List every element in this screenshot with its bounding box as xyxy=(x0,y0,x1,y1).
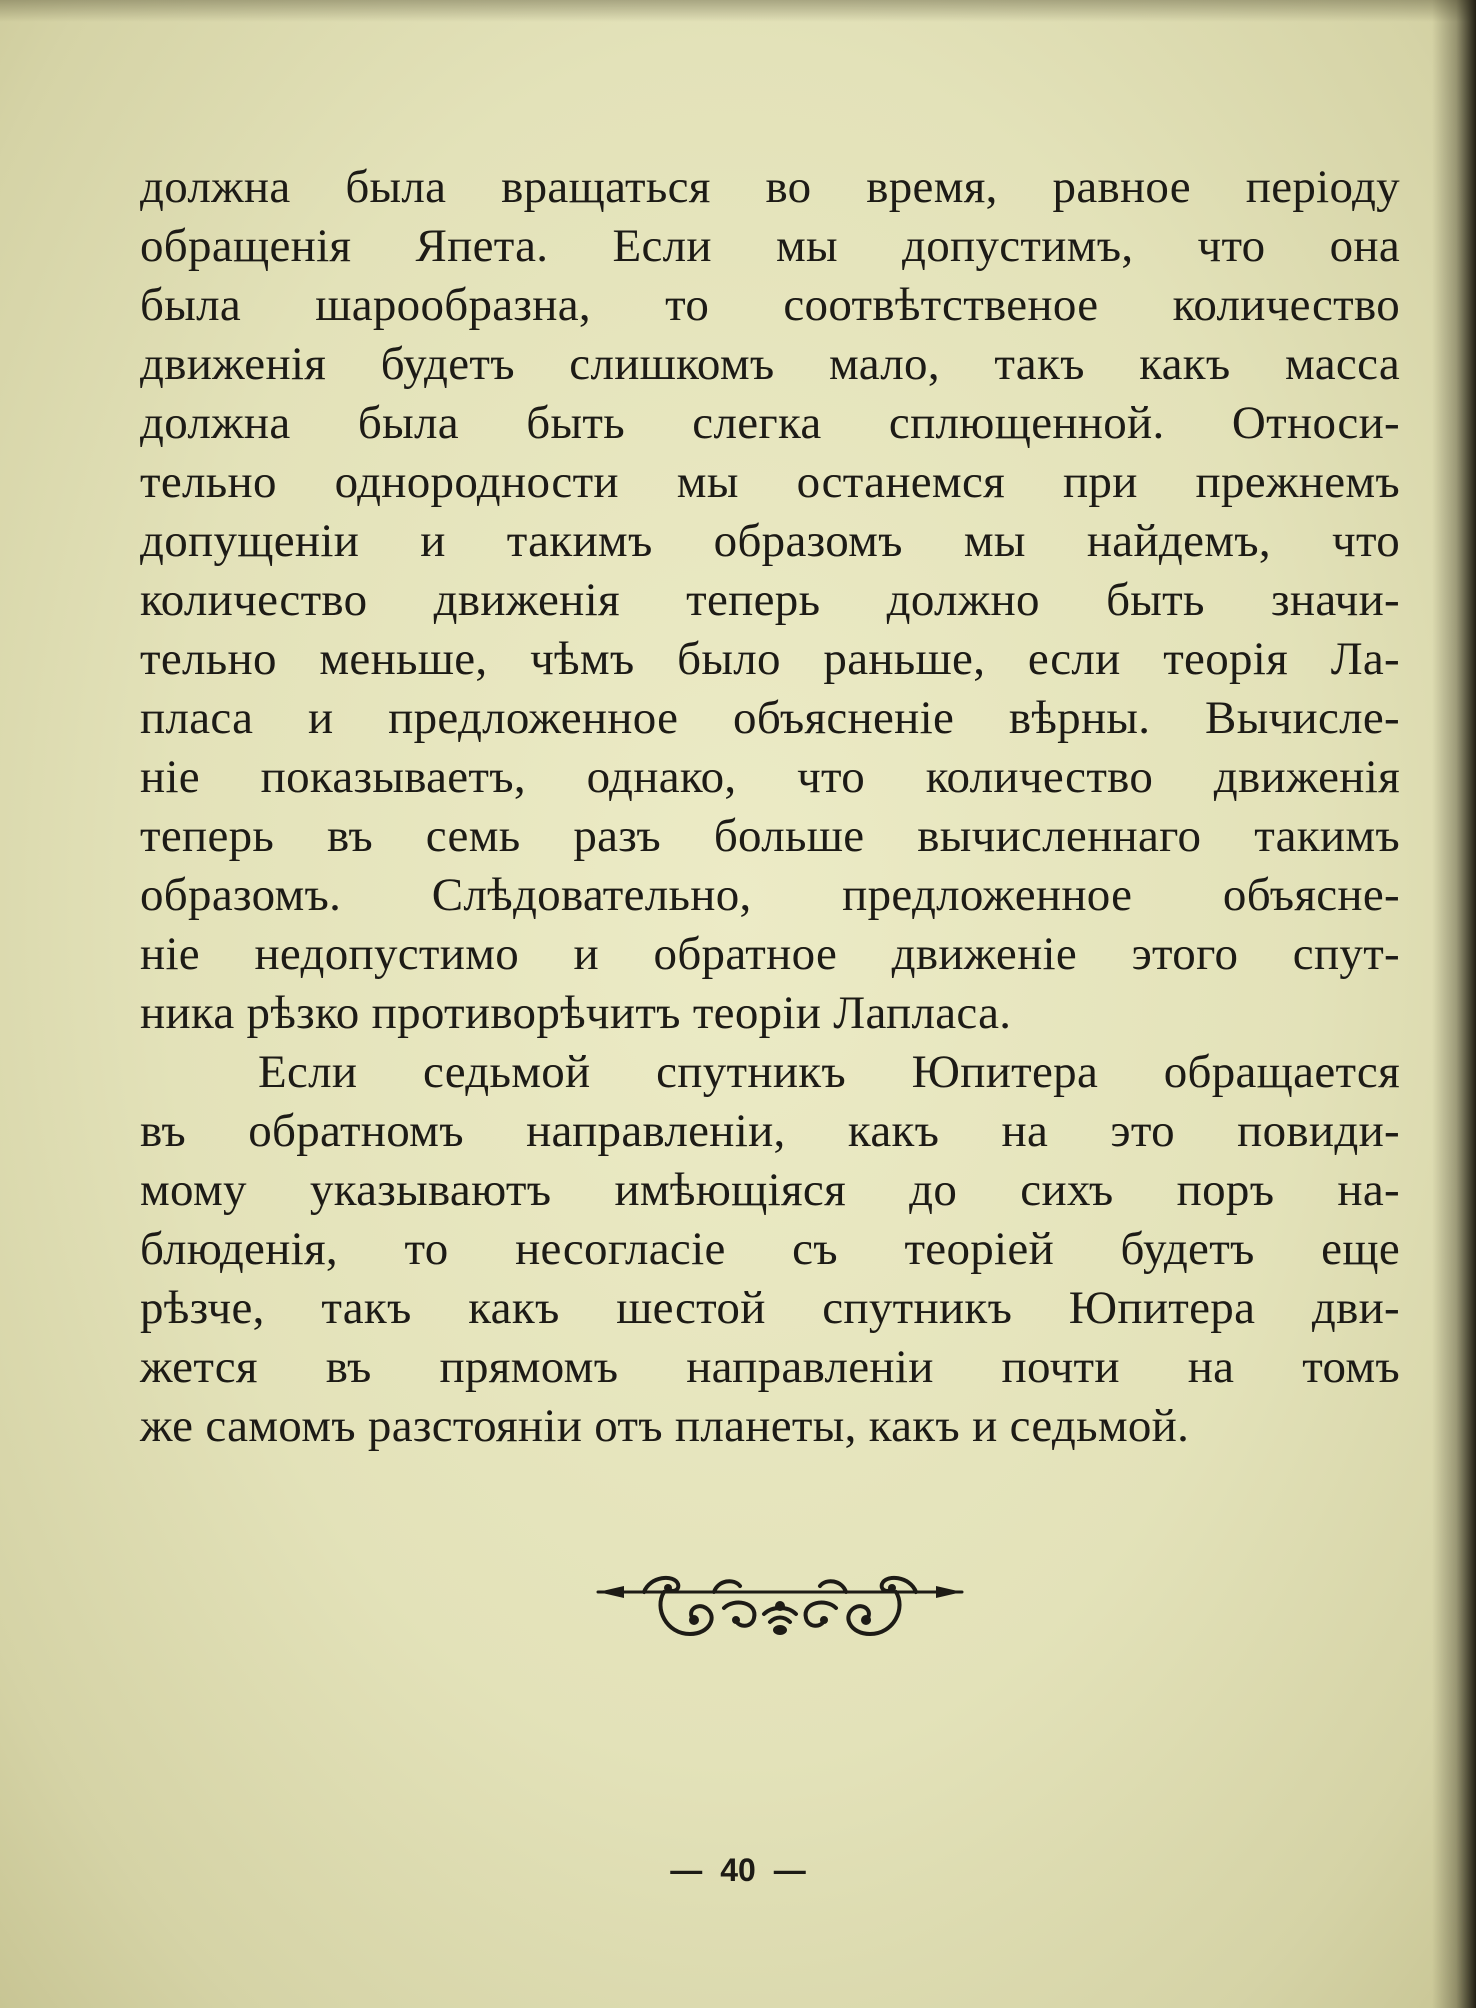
text-line: жется въ прямомъ направленіи почти на томъ xyxy=(140,1341,1400,1393)
text-line: была шарообразна, то соотвѣтственое количество xyxy=(140,279,1400,331)
paragraph-2 xyxy=(140,1043,1400,1456)
page-number-dash-right: — xyxy=(773,1852,806,1888)
text-line: же самомъ разстояніи отъ планеты, какъ и седьмой. xyxy=(140,1400,1190,1452)
text-line: пласа и предложенное объясненіе вѣрны. Вычисле- xyxy=(140,692,1400,744)
text-line: тельно меньше, чѣмъ было раньше, если теорія Ла- xyxy=(140,633,1400,685)
text-line: ника рѣзко противорѣчитъ теоріи Лапласа. xyxy=(140,987,1012,1039)
page-number-dash-left: — xyxy=(670,1852,703,1888)
text-line: мому указываютъ имѣющіяся до сихъ поръ на- xyxy=(140,1164,1400,1216)
text-line: ніе показываетъ, однако, что количество движенія xyxy=(140,751,1400,803)
text-line: Если седьмой спутникъ Юпитера обращается xyxy=(258,1046,1400,1098)
page-shadow-top xyxy=(0,0,1476,22)
text-line: ніе недопустимо и обратное движеніе этого спут- xyxy=(140,928,1400,980)
body-text xyxy=(140,158,1400,1456)
text-line: допущеніи и такимъ образомъ мы найдемъ, что xyxy=(140,515,1400,567)
text-line: въ обратномъ направленіи, какъ на это повиди- xyxy=(140,1105,1400,1157)
text-line: движенія будетъ слишкомъ мало, такъ какъ масса xyxy=(140,338,1400,390)
page-number xyxy=(0,1852,1476,1889)
text-line: тельно однородности мы останемся при прежнемъ xyxy=(140,456,1400,508)
text-line: теперь въ семь разъ больше вычисленнаго такимъ xyxy=(140,810,1400,862)
page-number-value: 40 xyxy=(720,1852,756,1888)
text-line: количество движенія теперь должно быть значи- xyxy=(140,574,1400,626)
text-line: рѣзче, такъ какъ шестой спутникъ Юпитера дви- xyxy=(140,1282,1400,1334)
text-line: образомъ. Слѣдовательно, предложенное объясне- xyxy=(140,869,1400,921)
text-line: должна была быть слегка сплющенной. Относи- xyxy=(140,397,1400,449)
text-line: блюденія, то несогласіе съ теоріей будетъ еще xyxy=(140,1223,1400,1275)
scroll-ornament-icon xyxy=(594,1568,966,1654)
text-line: обращенія Япета. Если мы допустимъ, что она xyxy=(140,220,1400,272)
text-line: должна была вращаться во время, равное періоду xyxy=(140,161,1400,213)
paragraph-1 xyxy=(140,158,1400,1043)
page-shadow-right xyxy=(1432,0,1476,2008)
